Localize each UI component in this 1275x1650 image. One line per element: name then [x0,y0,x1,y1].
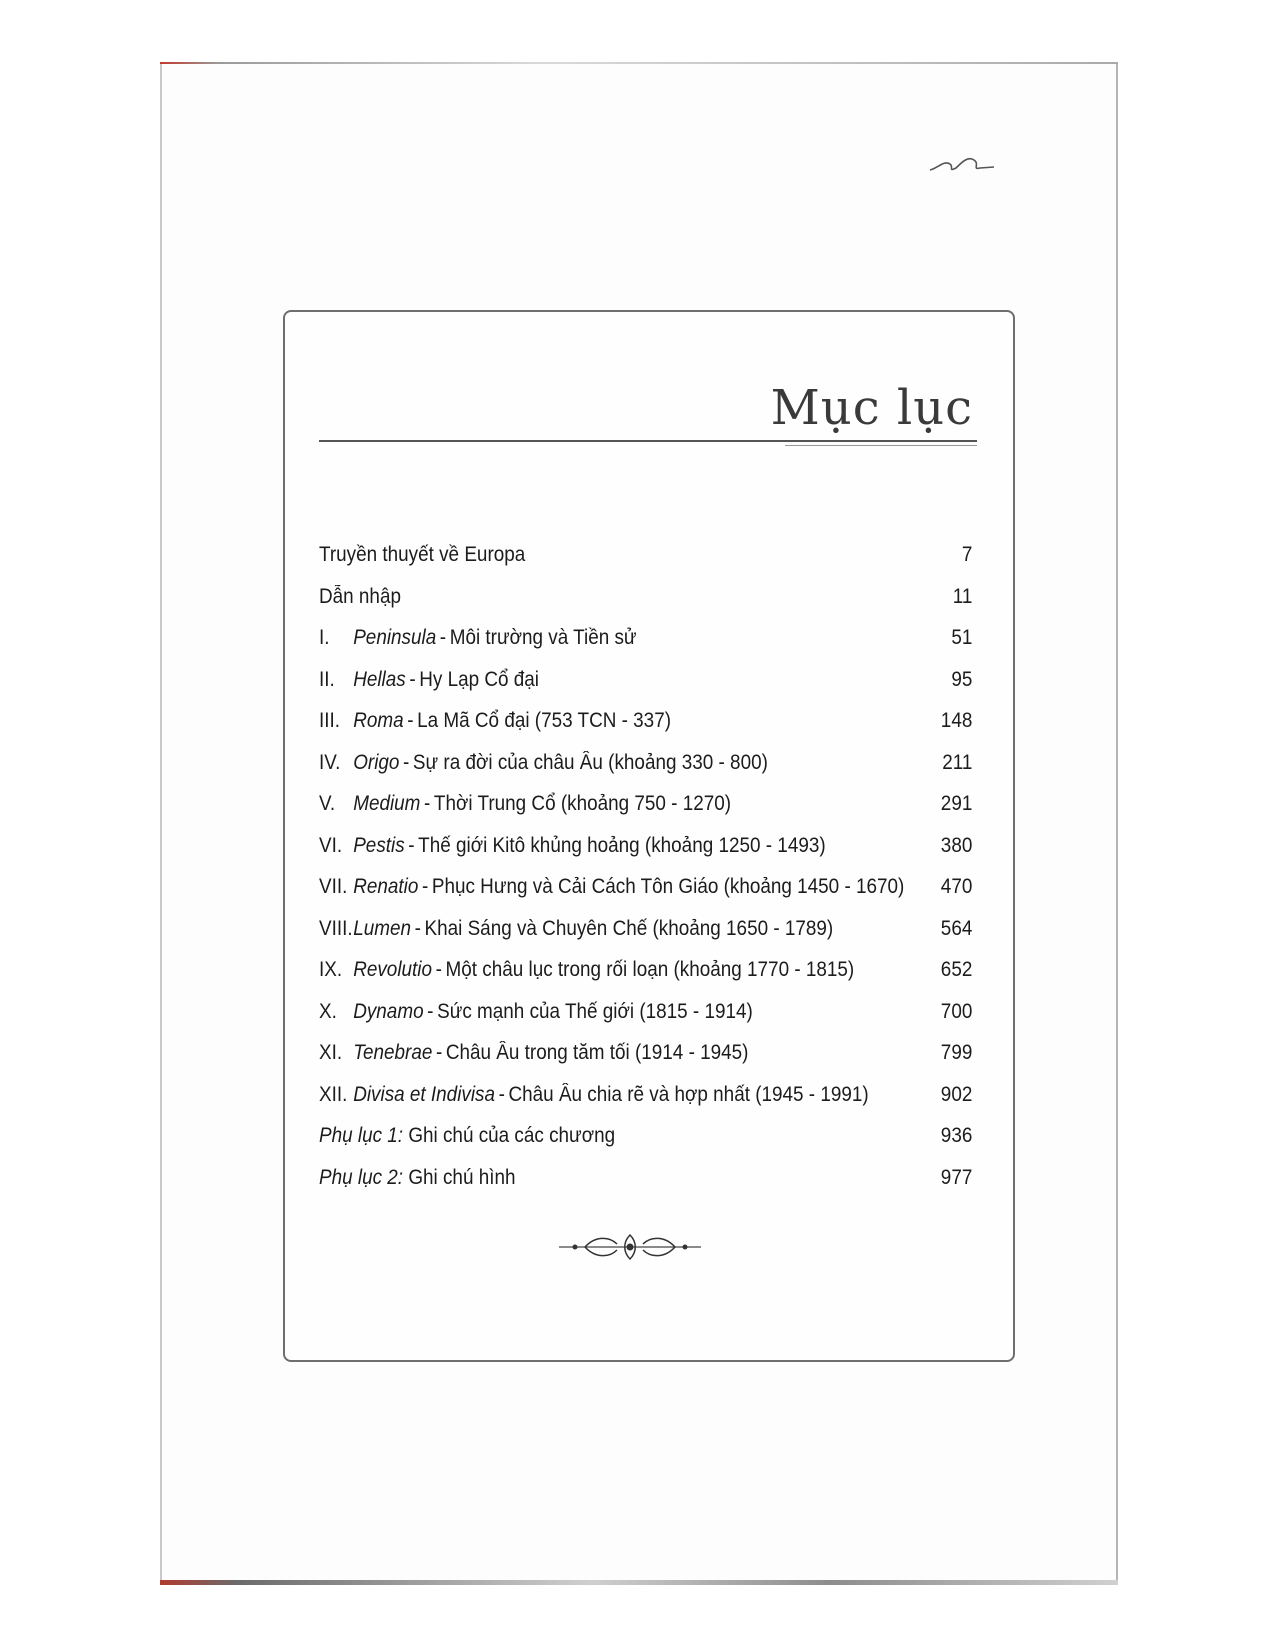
chapter-title: Phục Hưng và Cải Cách Tôn Giáo (khoảng 1450 - 1670) [431,875,905,898]
page-number: 11 [952,584,973,608]
chapter-number: VI. [319,833,343,857]
keyword-separator: - [408,833,415,857]
chapter-title: Môi trường và Tiền sử [449,626,637,649]
toc-entry [319,700,972,742]
chapter-number: XI. [319,1041,343,1064]
chapter-number: XII. [319,1082,348,1106]
page-number: 211 [942,750,973,774]
chapter-keyword: Revolutio [353,958,433,981]
toc-entry [319,783,972,825]
toc-entry [319,908,972,950]
keyword-separator: - [403,750,410,774]
chapter-title: Ghi chú của các chương [408,1124,616,1147]
chapter-number: VIII. [319,916,353,940]
page-number: 51 [951,626,973,649]
chapter-title: Châu Âu chia rẽ và hợp nhất (1945 - 1991) [508,1082,869,1106]
keyword-separator: - [414,916,421,940]
chapter-number: III. [319,709,341,732]
chapter-keyword: Phụ lục 2: [319,1165,404,1189]
toc-entry [319,742,972,784]
chapter-title: Thế giới Kitô khủng hoảng (khoảng 1250 - 1493) [418,833,826,857]
chapter-keyword: Medium [353,792,421,815]
toc-entry [319,825,972,867]
page-number: 95 [951,667,973,691]
page-number: 7 [961,543,973,566]
chapter-keyword: Hellas [353,667,406,691]
page-number: 470 [940,875,973,898]
chapter-keyword: Origo [353,750,400,774]
toc-entry [319,1032,972,1074]
chapter-title: Châu Âu trong tăm tối (1914 - 1945) [445,1041,749,1064]
keyword-separator: - [424,792,431,815]
keyword-separator: - [498,1082,505,1106]
page-number: 291 [940,792,973,815]
keyword-separator: - [407,709,414,732]
chapter-title: Ghi chú hình [408,1165,516,1189]
chapter-title: Sự ra đời của châu Âu (khoảng 330 - 800) [412,750,768,774]
title-underline-thin [785,445,977,446]
page-number: 799 [940,1041,973,1064]
chapter-number: VII. [319,875,348,898]
chapter-number: V. [319,792,336,815]
chapter-keyword: Peninsula [353,626,437,649]
chapter-title: Khai Sáng và Chuyên Chế (khoảng 1650 - 1789) [424,916,834,940]
toc-entry [319,659,972,701]
chapter-number: I. [319,626,330,649]
chapter-keyword: Lumen [353,916,411,940]
toc-entry [319,1074,972,1116]
toc-entry [319,1115,972,1157]
page-number: 977 [940,1165,973,1189]
keyword-separator: - [439,626,447,649]
keyword-separator: - [427,999,434,1023]
page-number: 902 [940,1082,973,1106]
chapter-keyword: Dynamo [353,999,424,1023]
page-bottom-edge [160,1580,1118,1585]
chapter-title: Hy Lạp Cổ đại [419,667,539,691]
chapter-title: Truyền thuyết về Europa [319,543,526,566]
chapter-title: La Mã Cổ đại (753 TCN - 337) [417,709,671,732]
page-number: 700 [940,999,973,1023]
page-number: 148 [940,709,973,732]
toc-entry [319,991,972,1033]
chapter-keyword: Divisa et Indivisa [353,1082,496,1106]
chapter-title: Dẫn nhập [319,584,401,608]
toc-entry [319,534,972,576]
page-number: 380 [940,833,973,857]
page-number: 936 [940,1124,973,1147]
keyword-separator: - [421,875,429,898]
toc-entry-list [319,534,973,1198]
toc-entry [319,617,972,659]
toc-title: Mục lục [770,380,973,436]
chapter-number: II. [319,667,335,691]
toc-entry [319,1157,972,1199]
chapter-keyword: Renatio [353,875,419,898]
chapter-title: Sức mạnh của Thế giới (1815 - 1914) [437,999,753,1023]
chapter-number: X. [319,999,337,1023]
page-number: 564 [940,916,973,940]
chapter-keyword: Tenebrae [353,1041,433,1064]
chapter-keyword: Phụ lục 1: [319,1124,404,1147]
title-underline [319,440,977,442]
chapter-keyword: Roma [353,709,404,732]
keyword-separator: - [409,667,416,691]
chapter-number: IV. [319,750,341,774]
toc-entry [319,866,972,908]
toc-entry [319,576,972,618]
page-corner-mark-icon [928,150,998,176]
keyword-separator: - [435,1041,443,1064]
floral-ornament-icon [555,1230,705,1264]
keyword-separator: - [435,958,442,981]
toc-entry [319,949,972,991]
chapter-number: IX. [319,958,343,981]
chapter-keyword: Pestis [353,833,405,857]
chapter-title: Thời Trung Cổ (khoảng 750 - 1270) [433,792,732,815]
page-number: 652 [940,958,973,981]
chapter-title: Một châu lục trong rối loạn (khoảng 1770 - 1815) [445,958,855,981]
table-of-contents-frame [283,310,1015,1362]
